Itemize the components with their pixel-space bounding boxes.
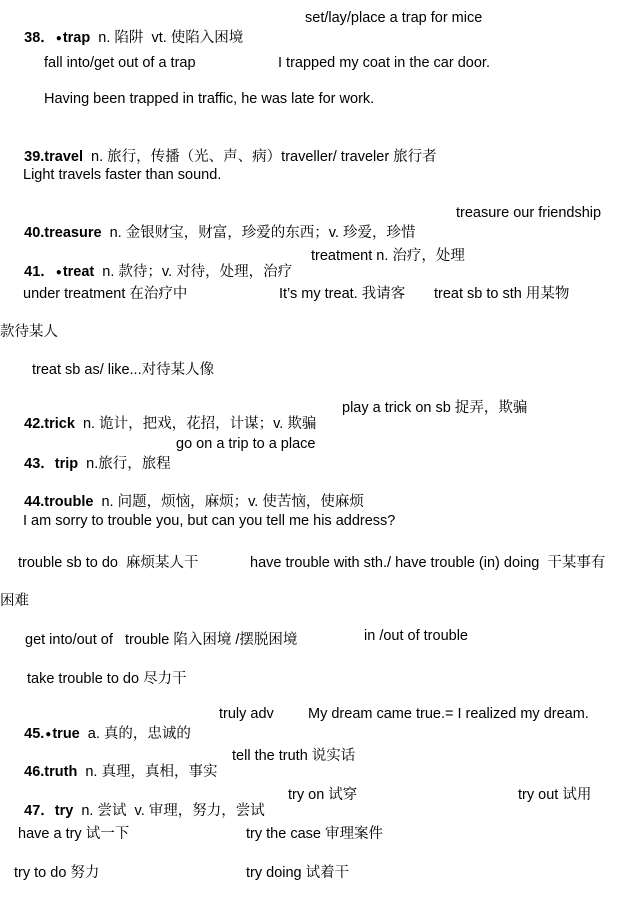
entry-47-example-6: try doing 试着干 <box>246 865 350 881</box>
entry-42-example-1: play a trick on sb 捉弄，欺骗 <box>342 400 528 416</box>
entry-41-example-3: It’s my treat. 我请客 <box>279 286 406 302</box>
entry-41-example-1: treatment n. 治疗，处理 <box>311 248 465 264</box>
entry-45-example-2: My dream came true.= I realized my dream. <box>308 706 589 722</box>
headword: try <box>54 803 74 819</box>
entry-44-example-2: trouble sb to do 麻烦某人干 <box>18 555 199 571</box>
entry-38-example-2: fall into/get out of a trap <box>44 55 196 71</box>
definition: a. 真的，忠诚的 <box>79 726 191 742</box>
definition: n.旅行，旅程 <box>78 456 171 472</box>
entry-41-example-4-continued: 款待某人 <box>0 324 58 340</box>
headword: truth <box>44 764 78 780</box>
entry-number: 41． <box>24 264 55 280</box>
entry-47-example-5: try to do 努力 <box>14 865 100 881</box>
definition: n. 陷阱 vt. 使陷入困境 <box>90 30 244 46</box>
entry-45-example-1: truly adv <box>219 706 274 722</box>
entry-41-example-4: treat sb to sth 用某物 <box>434 286 570 302</box>
entry-44-example-1: I am sorry to trouble you, but can you tell me his address? <box>23 513 396 529</box>
entry-number: 46. <box>24 764 45 780</box>
headword: trap <box>62 30 91 46</box>
entry-43-example-1: go on a trip to a place <box>176 436 316 452</box>
entry-44-example-6: take trouble to do 尽力干 <box>27 671 187 687</box>
entry-47-example-4: try the case 审理案件 <box>246 826 383 842</box>
entry-44-example-5: in /out of trouble <box>364 628 468 644</box>
headword: trouble <box>44 494 94 510</box>
entry-number: 44. <box>24 494 45 510</box>
definition: n. 尝试 v. 审理，努力，尝试 <box>73 803 265 819</box>
entry-number: 45. <box>24 726 45 742</box>
entry-47-example-2: try out 试用 <box>518 787 592 803</box>
entry-number: 38． <box>24 30 55 46</box>
entry-41-example-2: under treatment 在治疗中 <box>23 286 188 302</box>
entry-number: 39. <box>24 149 45 165</box>
entry-47-example-3: have a try 试一下 <box>18 826 130 842</box>
entry-40-example-1: treasure our friendship <box>456 205 602 221</box>
headword: true <box>52 726 80 742</box>
bullet-icon: ● <box>45 728 52 740</box>
entry-44-example-3-continued: 困难 <box>0 593 29 609</box>
entry-38-example-3: I trapped my coat in the car door. <box>278 55 490 71</box>
bullet-icon: ● <box>55 266 62 278</box>
entry-44-example-4: get into/out of trouble 陷入困境 /摆脱困境 <box>25 632 298 648</box>
headword: treasure <box>44 225 102 241</box>
entry-44-example-3: have trouble with sth./ have trouble (in) doing 干某事有 <box>250 555 606 571</box>
entry-41-example-5: treat sb as/ like...对待某人像 <box>32 362 215 378</box>
entry-number: 47． <box>24 803 55 819</box>
entry-number: 43． <box>24 456 55 472</box>
definition: n. 旅行，传播（光、声、病）traveller/ traveler 旅行者 <box>83 149 437 165</box>
definition: n. 真理，真相，事实 <box>77 764 218 780</box>
headword: travel <box>44 149 83 165</box>
headword: trick <box>44 416 75 432</box>
entry-number: 42. <box>24 416 45 432</box>
definition: n. 诡计，把戏，花招，计谋；v. 欺骗 <box>74 416 317 432</box>
entry-number: 40. <box>24 225 45 241</box>
bullet-icon: ● <box>55 32 62 44</box>
entry-38-example-1: set/lay/place a trap for mice <box>305 10 483 26</box>
headword: trip <box>54 456 79 472</box>
entry-39-example-1: Light travels faster than sound. <box>23 167 222 183</box>
definition: n. 款待；v. 对待，处理，治疗 <box>94 264 293 280</box>
definition: n. 金银财宝，财富，珍爱的东西；v. 珍爱，珍惜 <box>101 225 416 241</box>
entry-38-example-4: Having been trapped in traffic, he was late for work. <box>44 91 375 107</box>
entry-47-example-1: try on 试穿 <box>288 787 358 803</box>
headword: treat <box>62 264 95 280</box>
entry-46-example-1: tell the truth 说实话 <box>232 748 356 764</box>
definition: n. 问题，烦恼，麻烦；v. 使苦恼，使麻烦 <box>93 494 364 510</box>
